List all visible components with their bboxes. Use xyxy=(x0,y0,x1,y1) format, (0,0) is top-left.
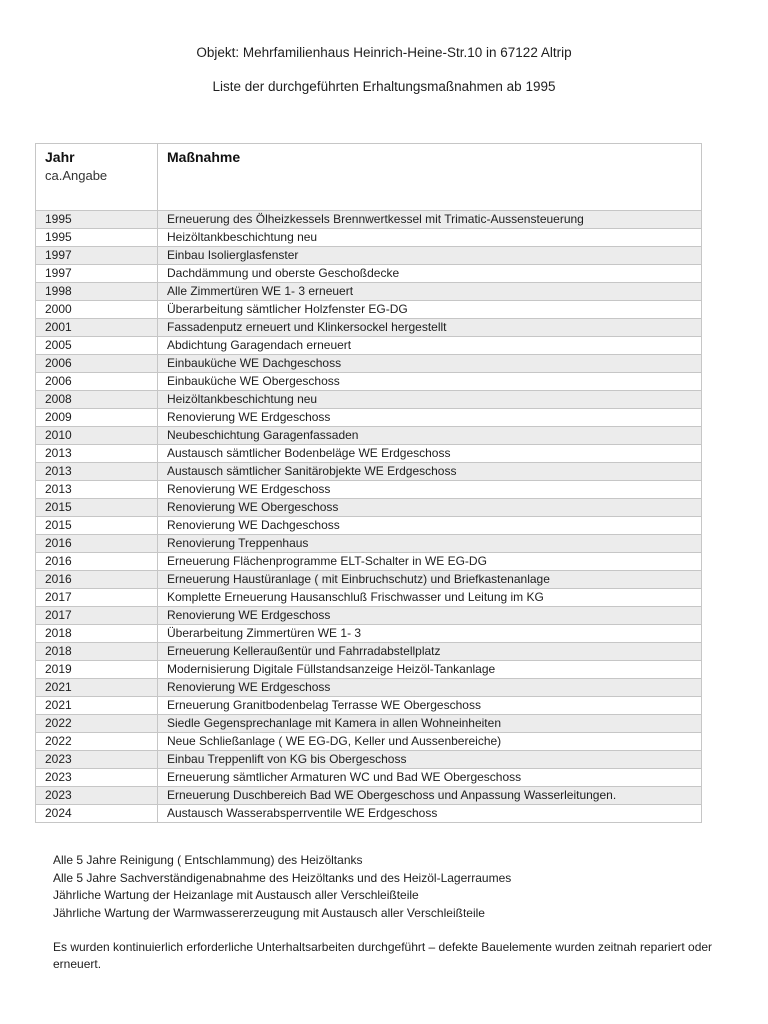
year-cell: 2013 xyxy=(36,481,158,499)
table-row xyxy=(36,211,702,229)
year-cell: 2006 xyxy=(36,355,158,373)
table-row xyxy=(36,697,702,715)
table-row xyxy=(36,733,702,751)
table-row xyxy=(36,769,702,787)
table-row xyxy=(36,679,702,697)
year-cell: 2019 xyxy=(36,661,158,679)
table-row xyxy=(36,553,702,571)
year-cell: 2021 xyxy=(36,679,158,697)
table-row xyxy=(36,337,702,355)
year-cell: 2022 xyxy=(36,733,158,751)
measure-cell: Alle Zimmertüren WE 1- 3 erneuert xyxy=(158,283,702,301)
table-row xyxy=(36,661,702,679)
table-row xyxy=(36,643,702,661)
measure-cell: Komplette Erneuerung Hausanschluß Frischwasser und Leitung im KG xyxy=(158,589,702,607)
year-cell: 2023 xyxy=(36,787,158,805)
table-row xyxy=(36,751,702,769)
measure-cell: Einbau Isolierglasfenster xyxy=(158,247,702,265)
note-line: Jährliche Wartung der Heizanlage mit Austausch aller Verschleißteile xyxy=(53,888,419,902)
year-cell: 2023 xyxy=(36,769,158,787)
measure-cell: Austausch Wasserabsperrventile WE Erdgeschoss xyxy=(158,805,702,823)
year-cell: 2016 xyxy=(36,571,158,589)
year-cell: 2018 xyxy=(36,625,158,643)
year-cell: 2013 xyxy=(36,445,158,463)
list-title: Liste der durchgeführten Erhaltungsmaßnahmen ab 1995 xyxy=(212,79,556,94)
maintenance-table xyxy=(35,143,702,823)
measure-cell: Austausch sämtlicher Sanitärobjekte WE Erdgeschoss xyxy=(158,463,702,481)
year-cell: 1995 xyxy=(36,229,158,247)
note-line: Alle 5 Jahre Reinigung ( Entschlammung) des Heizöltanks xyxy=(53,853,363,867)
measure-cell: Erneuerung Duschbereich Bad WE Obergeschoss und Anpassung Wasserleitungen. xyxy=(158,787,702,805)
table-body xyxy=(36,211,702,823)
year-cell: 2018 xyxy=(36,643,158,661)
measure-cell: Heizöltankbeschichtung neu xyxy=(158,391,702,409)
table-row xyxy=(36,607,702,625)
measure-cell: Modernisierung Digitale Füllstandsanzeige Heizöl-Tankanlage xyxy=(158,661,702,679)
year-cell: 2010 xyxy=(36,427,158,445)
year-cell: 1997 xyxy=(36,247,158,265)
table-row xyxy=(36,409,702,427)
table-row xyxy=(36,427,702,445)
column-header-measure: Maßnahme xyxy=(158,144,702,211)
measure-cell: Abdichtung Garagendach erneuert xyxy=(158,337,702,355)
table-row xyxy=(36,301,702,319)
measure-cell: Austausch sämtlicher Bodenbeläge WE Erdgeschoss xyxy=(158,445,702,463)
measure-cell: Renovierung Treppenhaus xyxy=(158,535,702,553)
year-cell: 2023 xyxy=(36,751,158,769)
measure-cell: Erneuerung des Ölheizkessels Brennwertkessel mit Trimatic-Aussensteuerung xyxy=(158,211,702,229)
year-cell: 2024 xyxy=(36,805,158,823)
year-cell: 2001 xyxy=(36,319,158,337)
table-row xyxy=(36,229,702,247)
table-row xyxy=(36,715,702,733)
measure-cell: Erneuerung Haustüranlage ( mit Einbruchschutz) und Briefkastenanlage xyxy=(158,571,702,589)
table-row xyxy=(36,445,702,463)
table-row xyxy=(36,373,702,391)
measure-cell: Renovierung WE Dachgeschoss xyxy=(158,517,702,535)
year-cell: 2016 xyxy=(36,535,158,553)
note-line: Alle 5 Jahre Sachverständigenabnahme des Heizöltanks und des Heizöl-Lagerraumes xyxy=(53,870,512,885)
year-cell: 2006 xyxy=(36,373,158,391)
table-row xyxy=(36,391,702,409)
measure-cell: Erneuerung Granitbodenbelag Terrasse WE Obergeschoss xyxy=(158,697,702,715)
table-row xyxy=(36,535,702,553)
table-row xyxy=(36,571,702,589)
measure-cell: Heizöltankbeschichtung neu xyxy=(158,229,702,247)
year-cell: 2015 xyxy=(36,517,158,535)
table-row xyxy=(36,355,702,373)
table-row xyxy=(36,247,702,265)
table-row xyxy=(36,805,702,823)
table-row xyxy=(36,517,702,535)
table-row xyxy=(36,499,702,517)
table-row xyxy=(36,283,702,301)
year-cell: 2016 xyxy=(36,553,158,571)
year-cell: 2008 xyxy=(36,391,158,409)
year-cell: 2000 xyxy=(36,301,158,319)
table-row xyxy=(36,319,702,337)
year-cell: 2017 xyxy=(36,589,158,607)
column-header-year xyxy=(36,144,158,211)
object-title: Objekt: Mehrfamilienhaus Heinrich-Heine-Str.10 in 67122 Altrip xyxy=(196,45,572,60)
measure-cell: Erneuerung Kelleraußentür und Fahrradabstellplatz xyxy=(158,643,702,661)
table-row xyxy=(36,589,702,607)
measure-cell: Siedle Gegensprechanlage mit Kamera in allen Wohneinheiten xyxy=(158,715,702,733)
year-cell: 2005 xyxy=(36,337,158,355)
year-cell: 1998 xyxy=(36,283,158,301)
column-header-year-label: Jahr xyxy=(45,149,75,165)
table-row xyxy=(36,787,702,805)
measure-cell: Renovierung WE Erdgeschoss xyxy=(158,607,702,625)
measure-cell: Einbauküche WE Obergeschoss xyxy=(158,373,702,391)
measure-cell: Fassadenputz erneuert und Klinkersockel hergestellt xyxy=(158,319,702,337)
measure-cell: Erneuerung Flächenprogramme ELT-Schalter in WE EG-DG xyxy=(158,553,702,571)
year-cell: 2013 xyxy=(36,463,158,481)
measure-cell: Neubeschichtung Garagenfassaden xyxy=(158,427,702,445)
table-header-row xyxy=(36,144,702,211)
measure-cell: Einbauküche WE Dachgeschoss xyxy=(158,355,702,373)
year-cell: 2021 xyxy=(36,697,158,715)
measure-cell: Renovierung WE Erdgeschoss xyxy=(158,481,702,499)
measure-cell: Renovierung WE Erdgeschoss xyxy=(158,679,702,697)
measure-cell: Neue Schließanlage ( WE EG-DG, Keller und Aussenbereiche) xyxy=(158,733,702,751)
table-row xyxy=(36,463,702,481)
measure-cell: Renovierung WE Obergeschoss xyxy=(158,499,702,517)
measure-cell: Erneuerung sämtlicher Armaturen WC und Bad WE Obergeschoss xyxy=(158,769,702,787)
year-cell: 1997 xyxy=(36,265,158,283)
closing-statement: Es wurden kontinuierlich erforderliche Unterhaltsarbeiten durchgeführt – defekte Bauelemente wurden zeitnah repariert oder erneuert. xyxy=(53,940,713,971)
table-row xyxy=(36,625,702,643)
measure-cell: Überarbeitung Zimmertüren WE 1- 3 xyxy=(158,625,702,643)
measure-cell: Dachdämmung und oberste Geschoßdecke xyxy=(158,265,702,283)
column-header-year-sublabel: ca.Angabe xyxy=(45,168,108,183)
measure-cell: Einbau Treppenlift von KG bis Obergeschoss xyxy=(158,751,702,769)
year-cell: 1995 xyxy=(36,211,158,229)
table-row xyxy=(36,265,702,283)
measure-cell: Überarbeitung sämtlicher Holzfenster EG-DG xyxy=(158,301,702,319)
table-row xyxy=(36,481,702,499)
maintenance-notes xyxy=(53,852,511,922)
measure-cell: Renovierung WE Erdgeschoss xyxy=(158,409,702,427)
year-cell: 2017 xyxy=(36,607,158,625)
note-line: Jährliche Wartung der Warmwassererzeugung mit Austausch aller Verschleißteile xyxy=(53,905,485,920)
year-cell: 2009 xyxy=(36,409,158,427)
year-cell: 2015 xyxy=(36,499,158,517)
year-cell: 2022 xyxy=(36,715,158,733)
